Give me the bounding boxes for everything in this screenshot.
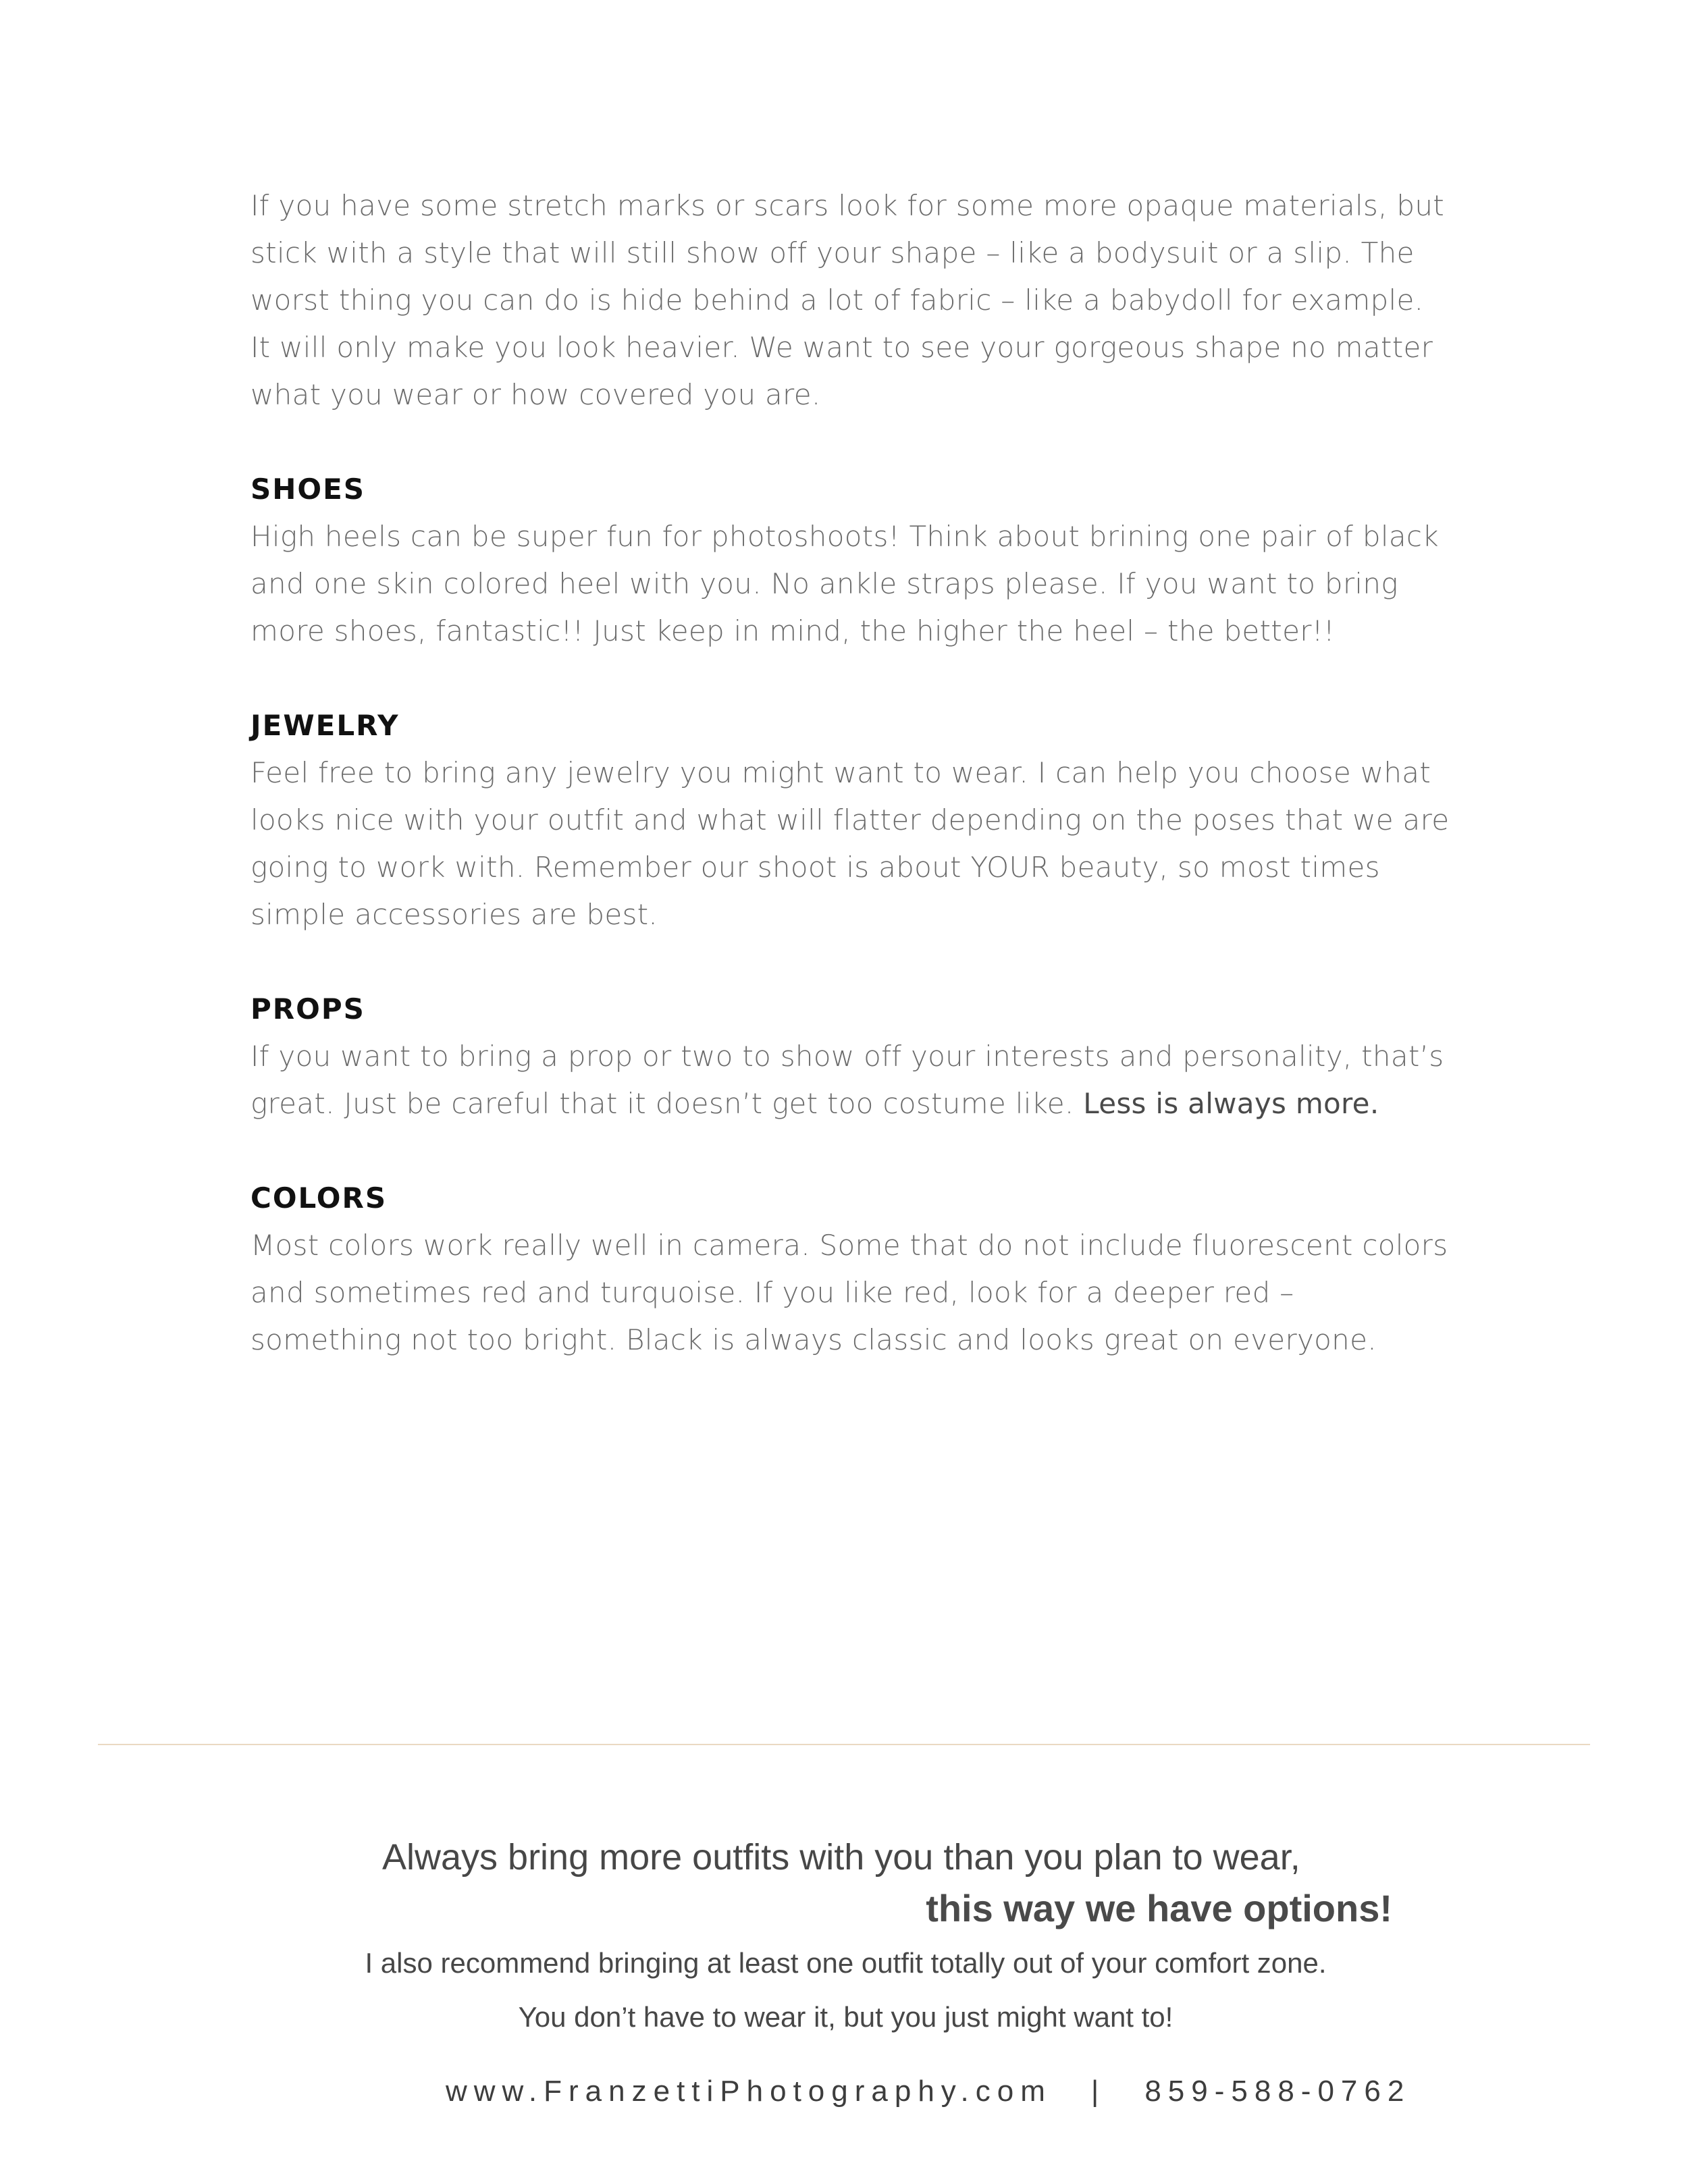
colors-heading: COLORS	[250, 1181, 388, 1215]
contact-separator: |	[1090, 2075, 1106, 2108]
phone-number[interactable]: 859-588-0762	[1144, 2075, 1411, 2108]
footer-tagline-line2: this way we have options!	[926, 1887, 1392, 1929]
section-shoes	[250, 466, 1452, 655]
section-colors	[250, 1175, 1452, 1364]
props-text: If you want to bring a prop or two to show off your interests and personality, that’s great. Just be careful that it doesn’t get too costume like.	[250, 1040, 1444, 1120]
intro-paragraph: If you have some stretch marks or scars look for some more opaque materials, but stick with a style that will still show off your shape – like a bodysuit or a slip. The worst thing you can do is hide behind a lot of fabric – like a babydoll for example. It will only make you look heavier. We want to see your gorgeous shape no matter what you wear or how covered you are.	[250, 189, 1445, 411]
section-jewelry	[250, 702, 1452, 938]
props-heading: PROPS	[250, 992, 365, 1026]
contact-line	[446, 2071, 1410, 2112]
jewelry-heading: JEWELRY	[250, 709, 400, 742]
colors-paragraph: Most colors work really well in camera. Some that do not include fluorescent colors and sometimes red and turquoise. If you like red, look for a deeper red – something not too bright. Black is always classic and looks great on everyone.	[250, 1229, 1448, 1356]
main-content	[250, 182, 1452, 1364]
footer-encouragement: You don’t have to wear it, but you just might want to!	[518, 2001, 1173, 2033]
footer-recommendation: I also recommend bringing at least one outfit totally out of your comfort zone.	[365, 1947, 1327, 1979]
website-link[interactable]: www.FranzettiPhotography.com	[446, 2075, 1052, 2108]
footer-divider	[98, 1744, 1590, 1745]
props-emphasis: Less is always more.	[1083, 1087, 1379, 1120]
props-paragraph	[250, 1033, 1452, 1127]
shoes-heading: SHOES	[250, 473, 366, 506]
shoes-paragraph: High heels can be super fun for photoshoots! Think about brining one pair of black and one skin colored heel with you. No ankle straps please. If you want to bring more shoes, fantastic!! Just keep in mind, the higher the heel – the better!!	[250, 520, 1439, 647]
footer-tagline-line1: Always bring more outfits with you than you plan to wear,	[382, 1837, 1300, 1877]
section-props	[250, 986, 1452, 1127]
jewelry-paragraph: Feel free to bring any jewelry you might want to wear. I can help you choose what looks nice with your outfit and what will flatter depending on the poses that we are going to work with. Remember our shoot is about YOUR beauty, so most times simple accessories are best.	[250, 756, 1450, 931]
